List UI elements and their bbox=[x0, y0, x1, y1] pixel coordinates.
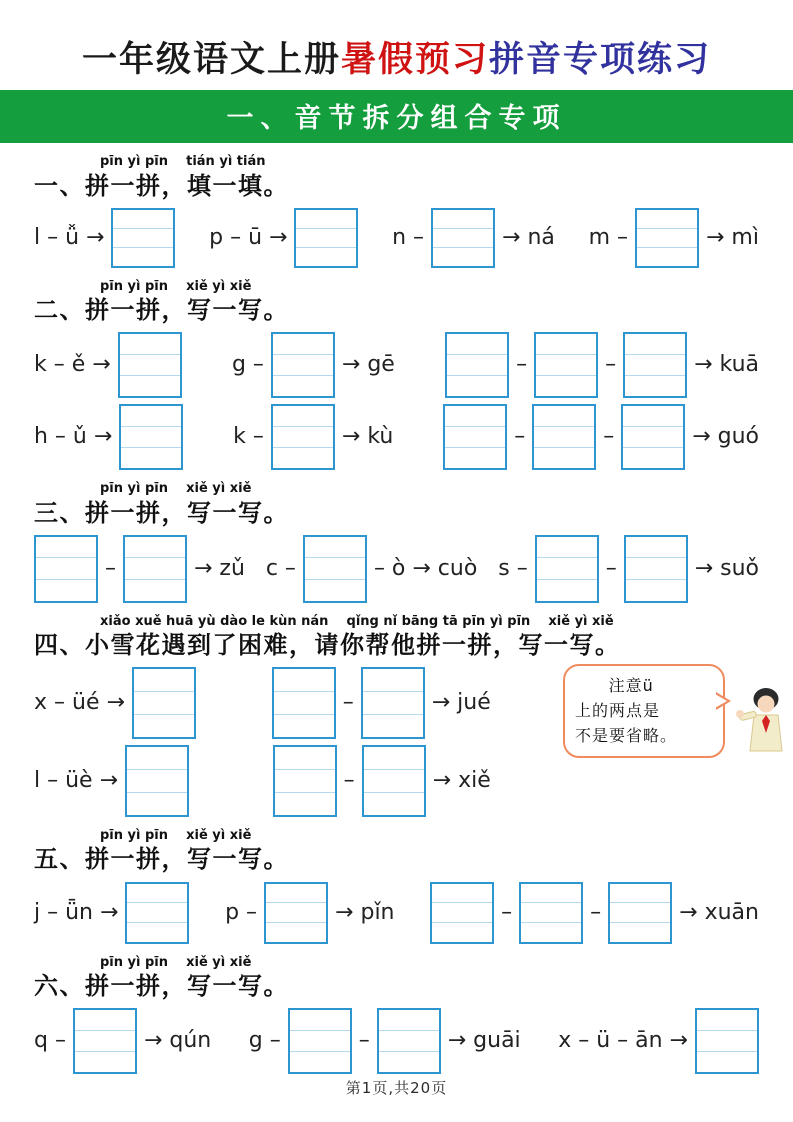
write-box-line bbox=[445, 447, 505, 468]
section-heading: 五、拼一拼，写一写。 bbox=[34, 845, 289, 874]
write-box-line bbox=[363, 714, 423, 737]
write-box-line bbox=[296, 228, 356, 247]
write-box-line bbox=[537, 537, 597, 558]
write-box-line bbox=[125, 537, 185, 558]
write-box-line bbox=[36, 579, 96, 601]
pinyin-write-box[interactable] bbox=[119, 404, 183, 470]
syllable-text: → mì bbox=[706, 224, 759, 250]
exercise-item bbox=[34, 404, 183, 470]
syllable-text: h – ǔ → bbox=[34, 424, 113, 450]
syllable-text: j – ǖn → bbox=[34, 899, 119, 925]
note-line: 注意ü bbox=[608, 676, 654, 695]
exercise-row bbox=[34, 882, 759, 944]
pinyin-write-box[interactable] bbox=[534, 332, 598, 398]
write-box-line bbox=[363, 691, 423, 714]
page-title bbox=[34, 40, 759, 80]
write-box-line bbox=[610, 902, 670, 922]
write-box-line bbox=[623, 406, 683, 426]
write-box-line bbox=[626, 557, 686, 579]
exercise-item bbox=[34, 1008, 211, 1074]
pinyin-write-box[interactable] bbox=[132, 667, 196, 739]
write-box-line bbox=[127, 902, 187, 922]
write-box-line bbox=[637, 210, 697, 228]
pinyin-write-box[interactable] bbox=[272, 667, 336, 739]
pinyin-write-box[interactable] bbox=[377, 1008, 441, 1074]
exercise-item bbox=[498, 535, 759, 603]
exercise-item bbox=[34, 745, 189, 817]
box-separator: – bbox=[105, 555, 116, 581]
pinyin-write-box[interactable] bbox=[271, 404, 335, 470]
write-box-line bbox=[75, 1010, 135, 1030]
exercise-list bbox=[34, 155, 759, 1074]
pinyin-write-box[interactable] bbox=[430, 882, 494, 944]
exercise-item bbox=[558, 1008, 759, 1074]
exercise-item bbox=[209, 208, 358, 268]
write-box-line bbox=[113, 210, 173, 228]
exercise-item bbox=[266, 535, 477, 603]
exercise-row bbox=[34, 404, 759, 470]
syllable-text: q – bbox=[34, 1028, 66, 1054]
write-box-line bbox=[266, 922, 326, 942]
write-box-line bbox=[266, 902, 326, 922]
write-box-line bbox=[537, 557, 597, 579]
syllable-text: k – bbox=[233, 424, 264, 450]
write-box-line bbox=[521, 902, 581, 922]
write-box-line bbox=[134, 669, 194, 691]
write-box-line bbox=[121, 406, 181, 426]
write-box-line bbox=[266, 884, 326, 903]
exercise-item bbox=[34, 332, 182, 398]
exercise-section-2 bbox=[34, 280, 759, 470]
section-heading: 一、拼一拼，填一填。 bbox=[34, 171, 289, 200]
write-box-line bbox=[134, 714, 194, 737]
exercise-section-5 bbox=[34, 829, 759, 943]
write-box-line bbox=[534, 406, 594, 426]
write-box-line bbox=[113, 247, 173, 266]
syllable-text: → pǐn bbox=[335, 899, 395, 925]
write-box-line bbox=[534, 426, 594, 447]
write-box-line bbox=[536, 375, 596, 396]
write-box-line bbox=[697, 1051, 757, 1072]
pinyin-write-box[interactable] bbox=[623, 332, 687, 398]
write-box-line bbox=[623, 426, 683, 447]
syllable-text: m – bbox=[588, 224, 628, 250]
box-separator: – bbox=[590, 899, 602, 925]
syllable-text: l – ǚ → bbox=[34, 224, 105, 250]
title-part-black: 一年级语文上册 bbox=[81, 39, 341, 80]
syllable-text: k – ě → bbox=[34, 352, 111, 378]
box-separator: – bbox=[501, 899, 513, 925]
write-box-line bbox=[379, 1051, 439, 1072]
write-box-line bbox=[432, 922, 492, 942]
exercise-item bbox=[249, 1008, 521, 1074]
write-box-line bbox=[364, 747, 424, 769]
write-box-line bbox=[273, 447, 333, 468]
note-line: 不是要省略。 bbox=[575, 725, 678, 745]
syllable-text: – ò → cuò bbox=[373, 555, 478, 581]
write-box-line bbox=[127, 747, 187, 769]
write-box-line bbox=[305, 537, 365, 558]
heading-pinyin-annotation: xiǎo xuě huā yù dào le kùn nán qǐng nǐ bāng tā pīn yì pīn xiě yì xiě bbox=[100, 613, 614, 629]
syllable-text: → jué bbox=[431, 690, 491, 716]
write-box-line bbox=[134, 691, 194, 714]
syllable-text: c – bbox=[265, 555, 296, 581]
write-box-line bbox=[626, 537, 686, 558]
write-box-line bbox=[127, 884, 187, 903]
syllable-text: → zǔ bbox=[194, 555, 245, 581]
write-box-line bbox=[637, 228, 697, 247]
box-separator: – bbox=[605, 352, 617, 378]
section-heading: 二、拼一拼，写一写。 bbox=[34, 296, 289, 325]
title-part-red: 暑假预习 bbox=[340, 39, 489, 80]
note-callout bbox=[563, 656, 789, 776]
syllable-text: → xiě bbox=[432, 768, 491, 794]
exercise-item bbox=[445, 332, 759, 398]
pinyin-write-box[interactable] bbox=[635, 208, 699, 268]
write-box-line bbox=[113, 228, 173, 247]
box-separator: – bbox=[358, 1028, 370, 1054]
write-box-line bbox=[445, 406, 505, 426]
write-box-line bbox=[534, 447, 594, 468]
syllable-text: x – ü – ān → bbox=[558, 1028, 688, 1054]
exercise-item bbox=[34, 208, 175, 268]
write-box-line bbox=[127, 792, 187, 815]
write-box-line bbox=[637, 247, 697, 266]
write-box-line bbox=[290, 1010, 350, 1030]
write-box-line bbox=[273, 375, 333, 396]
write-box-line bbox=[36, 557, 96, 579]
write-box-line bbox=[521, 884, 581, 903]
pinyin-write-box[interactable] bbox=[445, 332, 509, 398]
pinyin-write-box[interactable] bbox=[519, 882, 583, 944]
pinyin-write-box[interactable] bbox=[431, 208, 495, 268]
exercise-item bbox=[273, 745, 491, 817]
write-box-line bbox=[121, 426, 181, 447]
write-box-line bbox=[36, 537, 96, 558]
page-number: 第1页,共20页 bbox=[345, 1079, 448, 1097]
pinyin-write-box[interactable] bbox=[111, 208, 175, 268]
pinyin-write-box[interactable] bbox=[294, 208, 358, 268]
write-box-line bbox=[536, 354, 596, 375]
syllable-text: → xuān bbox=[679, 899, 759, 925]
write-box-line bbox=[379, 1010, 439, 1030]
exercise-section-3 bbox=[34, 482, 759, 602]
pinyin-write-box[interactable] bbox=[288, 1008, 352, 1074]
exercise-row bbox=[34, 745, 491, 817]
pinyin-write-box[interactable] bbox=[361, 667, 425, 739]
write-box-line bbox=[447, 375, 507, 396]
write-box-line bbox=[75, 1030, 135, 1051]
syllable-text: → qún bbox=[143, 1028, 212, 1054]
write-box-line bbox=[296, 247, 356, 266]
note-line: 上的两点是 bbox=[575, 700, 661, 720]
write-box-line bbox=[127, 922, 187, 942]
box-separator: – bbox=[516, 352, 528, 378]
syllable-text: x – üé → bbox=[34, 690, 125, 716]
write-box-line bbox=[364, 769, 424, 792]
exercise-row bbox=[34, 1008, 759, 1074]
section-heading: 三、拼一拼，写一写。 bbox=[34, 498, 289, 527]
write-box-line bbox=[610, 922, 670, 942]
exercise-item bbox=[233, 404, 393, 470]
section-heading: 六、拼一拼，写一写。 bbox=[34, 971, 289, 1000]
write-box-line bbox=[121, 447, 181, 468]
write-box-line bbox=[433, 210, 493, 228]
heading-pinyin-annotation: pīn yì pīn tián yì tián bbox=[100, 154, 266, 170]
syllable-text: g – bbox=[248, 1028, 281, 1054]
pinyin-write-box[interactable] bbox=[608, 882, 672, 944]
exercise-item bbox=[232, 332, 395, 398]
write-box-line bbox=[379, 1030, 439, 1051]
note-speech-bubble bbox=[563, 664, 725, 758]
exercise-section-1 bbox=[34, 155, 759, 267]
heading-pinyin-annotation: pīn yì pīn xiě yì xiě bbox=[100, 828, 252, 844]
write-box-line bbox=[305, 557, 365, 579]
write-box-line bbox=[120, 334, 180, 354]
pinyin-write-box[interactable] bbox=[695, 1008, 759, 1074]
write-box-line bbox=[521, 922, 581, 942]
exercise-item bbox=[34, 882, 189, 944]
pinyin-write-box[interactable] bbox=[624, 535, 688, 603]
write-box-line bbox=[537, 579, 597, 601]
write-box-line bbox=[432, 902, 492, 922]
write-box-line bbox=[305, 579, 365, 601]
box-separator: – bbox=[605, 555, 617, 581]
box-separator: – bbox=[343, 768, 355, 794]
write-box-line bbox=[275, 769, 335, 792]
exercise-row bbox=[34, 667, 491, 739]
pinyin-write-box[interactable] bbox=[118, 332, 182, 398]
write-box-line bbox=[697, 1030, 757, 1051]
syllable-text: → guāi bbox=[447, 1028, 521, 1054]
pinyin-write-box[interactable] bbox=[535, 535, 599, 603]
write-box-line bbox=[120, 354, 180, 375]
write-box-line bbox=[364, 792, 424, 815]
pinyin-write-box[interactable] bbox=[73, 1008, 137, 1074]
exercise-item bbox=[225, 882, 394, 944]
section-heading: 四、小雪花遇到了困难，请你帮他拼一拼，写一写。 bbox=[34, 631, 621, 659]
write-box-line bbox=[445, 426, 505, 447]
write-box-line bbox=[697, 1010, 757, 1030]
exercise-row bbox=[34, 535, 759, 603]
write-box-line bbox=[432, 884, 492, 903]
write-box-line bbox=[447, 354, 507, 375]
syllable-text: p – ū → bbox=[209, 224, 288, 250]
write-box-line bbox=[625, 334, 685, 354]
exercise-item bbox=[443, 404, 759, 470]
write-box-line bbox=[290, 1030, 350, 1051]
syllable-text: → kù bbox=[341, 424, 394, 450]
pinyin-write-box[interactable] bbox=[123, 535, 187, 603]
heading-pinyin-annotation: pīn yì pīn xiě yì xiě bbox=[100, 278, 252, 294]
pinyin-write-box[interactable] bbox=[362, 745, 426, 817]
write-box-line bbox=[120, 375, 180, 396]
write-box-line bbox=[536, 334, 596, 354]
write-box-line bbox=[274, 669, 334, 691]
write-box-line bbox=[273, 354, 333, 375]
section-banner: 一、音节拆分组合专项 bbox=[0, 90, 793, 143]
box-separator: – bbox=[342, 690, 354, 716]
syllable-text: l – üè → bbox=[34, 768, 119, 794]
write-box-line bbox=[125, 557, 185, 579]
write-box-line bbox=[273, 406, 333, 426]
pinyin-write-box[interactable] bbox=[532, 404, 596, 470]
write-box-line bbox=[447, 334, 507, 354]
syllable-text: n – bbox=[392, 224, 425, 250]
write-box-line bbox=[610, 884, 670, 903]
exercise-item bbox=[272, 667, 491, 739]
box-separator: – bbox=[603, 424, 615, 450]
write-box-line bbox=[623, 447, 683, 468]
pinyin-write-box[interactable] bbox=[125, 745, 189, 817]
write-box-line bbox=[433, 247, 493, 266]
write-box-line bbox=[274, 691, 334, 714]
syllable-text: → kuā bbox=[694, 352, 759, 378]
heading-pinyin-annotation: pīn yì pīn xiě yì xiě bbox=[100, 954, 252, 970]
pinyin-write-box[interactable] bbox=[34, 535, 98, 603]
exercise-item bbox=[34, 535, 245, 603]
write-box-line bbox=[274, 714, 334, 737]
write-box-line bbox=[273, 426, 333, 447]
write-box-line bbox=[127, 769, 187, 792]
syllable-text: g – bbox=[231, 352, 264, 378]
exercise-section-6 bbox=[34, 956, 759, 1074]
write-box-line bbox=[625, 354, 685, 375]
heading-pinyin-annotation: pīn yì pīn xiě yì xiě bbox=[100, 481, 252, 497]
syllable-text: s – bbox=[498, 555, 528, 581]
write-box-line bbox=[433, 228, 493, 247]
exercise-item bbox=[392, 208, 555, 268]
pinyin-write-box[interactable] bbox=[271, 332, 335, 398]
pinyin-write-box[interactable] bbox=[621, 404, 685, 470]
pinyin-write-box[interactable] bbox=[303, 535, 367, 603]
write-box-line bbox=[296, 210, 356, 228]
pinyin-write-box[interactable] bbox=[443, 404, 507, 470]
pinyin-write-box[interactable] bbox=[273, 745, 337, 817]
write-box-line bbox=[75, 1051, 135, 1072]
write-box-line bbox=[626, 579, 686, 601]
write-box-line bbox=[125, 579, 185, 601]
syllable-text: → guó bbox=[692, 424, 759, 450]
exercise-item bbox=[430, 882, 759, 944]
exercise-row bbox=[34, 332, 759, 398]
pinyin-write-box[interactable] bbox=[264, 882, 328, 944]
box-separator: – bbox=[514, 424, 526, 450]
title-part-blue: 拼音专项练习 bbox=[489, 39, 712, 80]
exercise-row bbox=[34, 208, 759, 268]
write-box-line bbox=[275, 792, 335, 815]
write-box-line bbox=[625, 375, 685, 396]
exercise-item bbox=[34, 667, 196, 739]
pinyin-write-box[interactable] bbox=[125, 882, 189, 944]
syllable-text: → ná bbox=[502, 224, 555, 250]
exercise-item bbox=[589, 208, 759, 268]
write-box-line bbox=[363, 669, 423, 691]
syllable-text: → gē bbox=[341, 352, 395, 378]
write-box-line bbox=[275, 747, 335, 769]
syllable-text: → suǒ bbox=[694, 555, 759, 581]
write-box-line bbox=[290, 1051, 350, 1072]
teacher-illustration bbox=[733, 686, 789, 758]
write-box-line bbox=[273, 334, 333, 354]
syllable-text: p – bbox=[225, 899, 258, 925]
